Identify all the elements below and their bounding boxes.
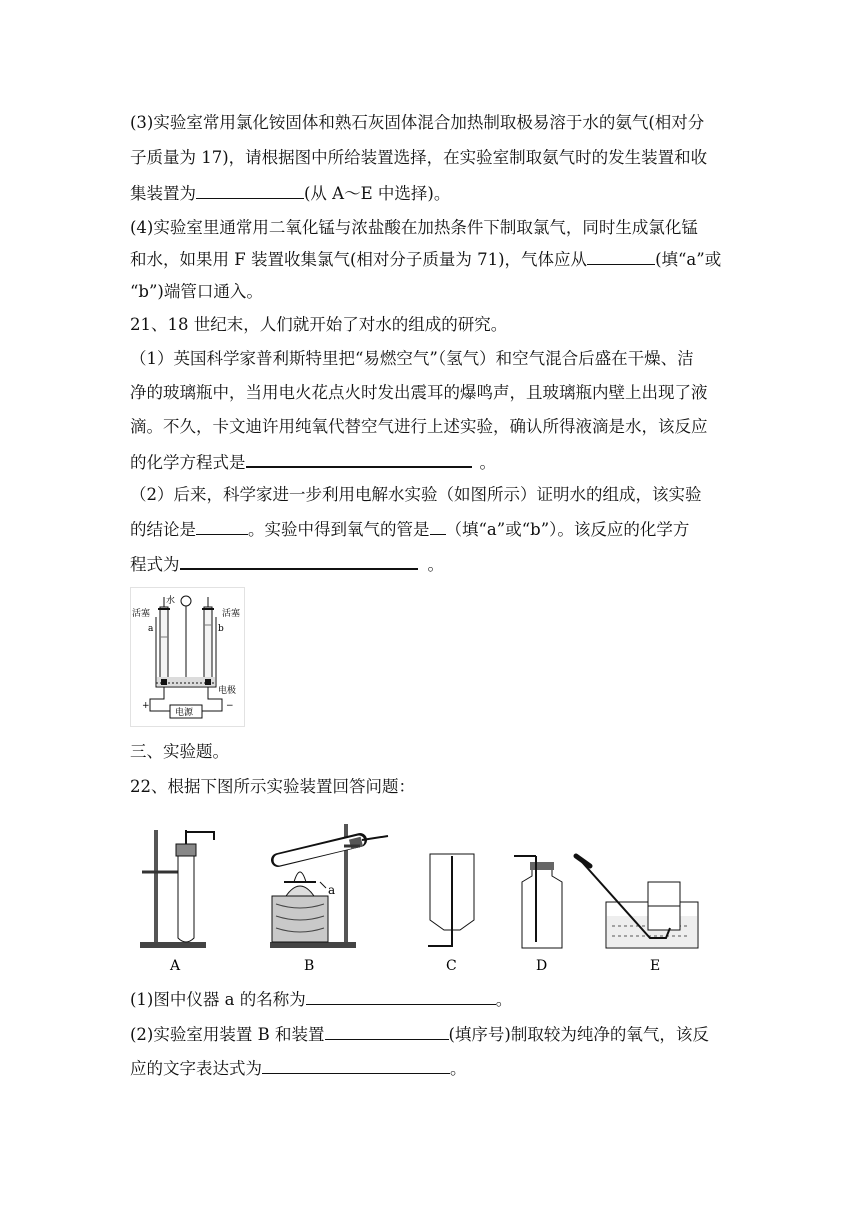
q22-sub-2-line-2: 应的文字表达式为 。 bbox=[130, 1059, 467, 1078]
answer-blank[interactable] bbox=[180, 552, 418, 570]
label-b-instrument-a: a bbox=[328, 883, 336, 897]
q4-line-1: (4)实验室里通常用二氧化锰与浓盐酸在加热条件下制取氯气，同时生成氯化锰 bbox=[130, 218, 698, 237]
q3-line-1: (3)实验室常用氯化铵固体和熟石灰固体混合加热制取极易溶于水的氨气(相对分 bbox=[130, 113, 705, 132]
answer-blank[interactable] bbox=[262, 1057, 450, 1074]
label-d: D bbox=[536, 958, 548, 974]
fig-label-power: 电源 bbox=[175, 708, 194, 718]
apparatus-b bbox=[270, 824, 388, 974]
apparatus-a bbox=[140, 830, 214, 974]
q4-line-3: “b”)端管口通入。 bbox=[130, 282, 263, 301]
answer-blank[interactable] bbox=[430, 518, 446, 535]
apparatus-d bbox=[514, 856, 562, 974]
answer-blank[interactable] bbox=[587, 248, 655, 265]
q22-sub-2-line-1: (2)实验室用装置 B 和装置 (填序号)制取较为纯净的氧气，该反 bbox=[130, 1025, 709, 1044]
fig-label-electrode: 电极 bbox=[218, 686, 237, 696]
section-3-heading: 三、实验题。 bbox=[130, 742, 229, 761]
q22-sub-1: (1)图中仪器 a 的名称为 。 bbox=[130, 990, 513, 1009]
electrolysis-apparatus-figure bbox=[130, 587, 245, 727]
fig-label-stopcock-right: 活塞 bbox=[222, 609, 241, 619]
q3-line-2: 子质量为 17)，请根据图中所给装置选择，在实验室制取氨气时的发生装置和收 bbox=[130, 148, 708, 167]
label-c: C bbox=[446, 958, 457, 974]
q21-p1-line-4: 的化学方程式是 。 bbox=[130, 450, 740, 474]
fig-label-tube-a: a bbox=[148, 624, 154, 634]
q21-p1-line-1: （1）英国科学家普利斯特里把“易燃空气”（氢气）和空气混合后盛在干燥、洁 bbox=[130, 349, 694, 368]
q22-heading: 22、根据下图所示实验装置回答问题： bbox=[130, 777, 415, 796]
q21-p2-line-1: （2）后来，科学家进一步利用电解水实验（如图所示）证明水的组成，该实验 bbox=[130, 485, 702, 504]
q4-line-2: 和水，如果用 F 装置收集氯气(相对分子质量为 71)，气体应从 (填“a”或 bbox=[130, 250, 722, 269]
apparatus-c bbox=[428, 854, 474, 974]
answer-blank[interactable] bbox=[196, 182, 304, 199]
label-e: E bbox=[650, 958, 661, 974]
answer-blank[interactable] bbox=[306, 988, 496, 1005]
q21-p1-line-3: 滴。不久，卡文迪许用纯氧代替空气进行上述实验，确认所得液滴是水，该反应 bbox=[130, 417, 708, 436]
q21-p2-line-2: 的结论是 。实验中得到氧气的管是 （填“a”或“b”）。该反应的化学方 bbox=[130, 520, 690, 539]
answer-blank[interactable] bbox=[325, 1023, 449, 1040]
q21-p2-line-3: 程式为 。 bbox=[130, 552, 740, 576]
fig-label-water: 水 bbox=[166, 596, 176, 606]
fig-label-tube-b: b bbox=[218, 624, 224, 634]
lab-apparatus-figure bbox=[130, 820, 700, 976]
fig-label-plus: + bbox=[142, 701, 150, 711]
q21-p1-line-2: 净的玻璃瓶中，当用电火花点火时发出震耳的爆鸣声，且玻璃瓶内壁上出现了液 bbox=[130, 383, 708, 402]
apparatus-e bbox=[576, 856, 698, 974]
label-a: A bbox=[170, 958, 181, 974]
answer-blank[interactable] bbox=[196, 518, 248, 535]
fig-label-stopcock-left: 活塞 bbox=[132, 609, 151, 619]
answer-blank[interactable] bbox=[246, 450, 472, 468]
q21-heading: 21、18 世纪末，人们就开始了对水的组成的研究。 bbox=[130, 315, 508, 334]
q3-line-3: 集装置为 (从 A～E 中选择)。 bbox=[130, 184, 451, 203]
label-b: B bbox=[304, 958, 315, 974]
fig-label-minus: − bbox=[226, 701, 234, 711]
